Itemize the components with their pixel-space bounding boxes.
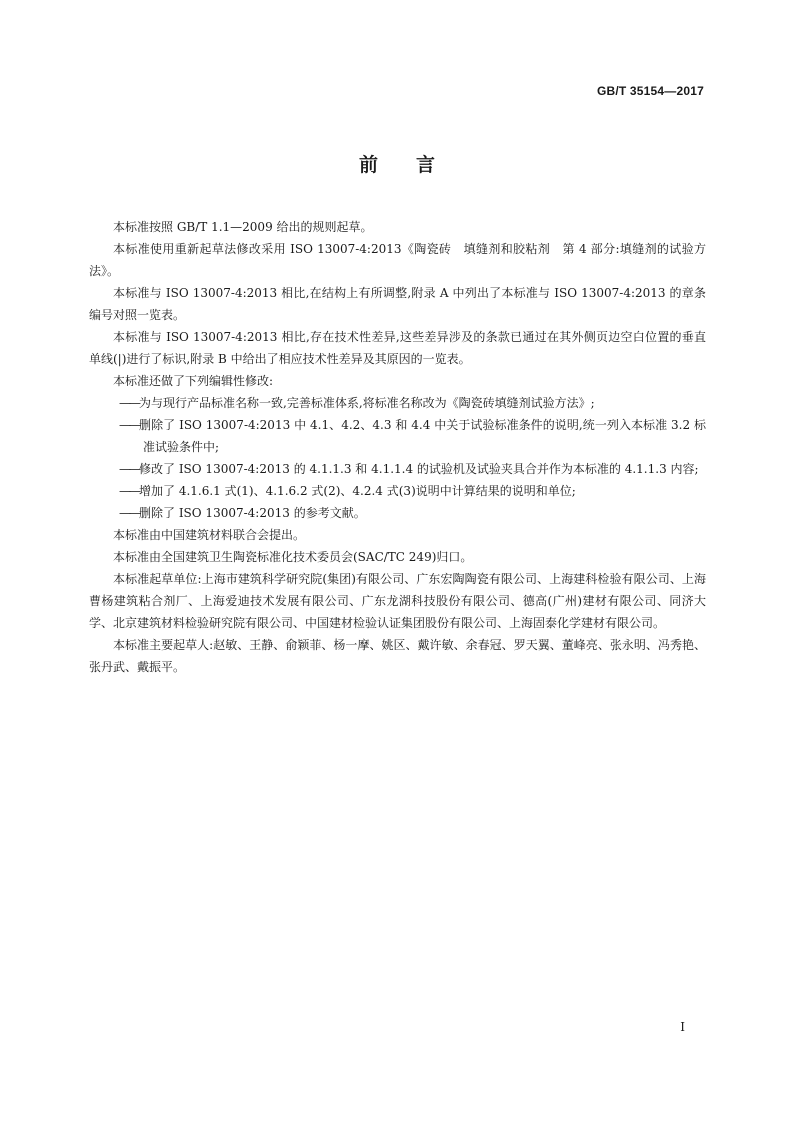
list-item (89, 414, 706, 458)
list-item (89, 480, 706, 502)
dash-marker: —— (119, 462, 139, 476)
page-title: 前言 (358, 154, 473, 176)
list-item-text: 删除了 ISO 13007-4:2013 的参考文献。 (139, 506, 366, 520)
standard-code: GB/T 35154—2017 (596, 84, 704, 98)
paragraph: 本标准与 ISO 13007-4:2013 相比,存在技术性差异,这些差异涉及的条款已通过在其外侧页边空白位置的垂直单线(|)进行了标识,附录 B 中给出了相应技术性差异及其原因的一览表。 (89, 330, 706, 366)
list-item (89, 458, 706, 480)
page-number: I (680, 1020, 685, 1034)
dash-marker: —— (119, 418, 139, 432)
dash-marker: —— (119, 396, 139, 410)
paragraph: 本标准按照 GB/T 1.1—2009 给出的规则起草。 (113, 220, 373, 234)
list-item-text: 为与现行产品标准名称一致,完善标准体系,将标准名称改为《陶瓷砖填缝剂试验方法》; (139, 396, 595, 410)
list-item (89, 502, 706, 524)
list-item-text: 删除了 ISO 13007-4:2013 中 4.1、4.2、4.3 和 4.4 中关于试验标准条件的说明,统一列入本标准 3.2 标准试验条件中; (139, 418, 706, 454)
list-item-text: 修改了 ISO 13007-4:2013 的 4.1.1.3 和 4.1.1.4 的试验机及试验夹具合并作为本标准的 4.1.1.3 内容; (139, 462, 699, 476)
list-item-text: 增加了 4.1.6.1 式(1)、4.1.6.2 式(2)、4.2.4 式(3)说明中计算结果的说明和单位; (139, 484, 576, 498)
drafters: 本标准主要起草人:赵敏、王静、俞颖菲、杨一摩、姚区、戴许敏、余春冠、罗天翼、董峰亮、张永明、冯秀艳、张丹武、戴振平。 (89, 638, 706, 674)
foreword-body (89, 216, 706, 678)
paragraph: 本标准与 ISO 13007-4:2013 相比,在结构上有所调整,附录 A 中列出了本标准与 ISO 13007-4:2013 的章条编号对照一览表。 (89, 286, 706, 322)
paragraph: 本标准由中国建筑材料联合会提出。 (113, 528, 306, 542)
dash-marker: —— (119, 506, 139, 520)
paragraph: 本标准由全国建筑卫生陶瓷标准化技术委员会(SAC/TC 249)归口。 (113, 550, 473, 564)
paragraph: 本标准还做了下列编辑性修改: (113, 374, 274, 388)
drafting-organizations: 本标准起草单位:上海市建筑科学研究院(集团)有限公司、广东宏陶陶瓷有限公司、上海建科检验有限公司、上海曹杨建筑粘合剂厂、上海爱迪技术发展有限公司、广东龙湖科技股份有限公司、德高(广州)建材有限公司、同济大学、北京建筑材料检验研究院有限公司、中国建材检验认证集团股份有限公司、上海固泰化学建材有限公司。 (89, 572, 706, 630)
dash-marker: —— (119, 484, 139, 498)
paragraph: 本标准使用重新起草法修改采用 ISO 13007-4:2013《陶瓷砖 填缝剂和胶粘剂 第 4 部分:填缝剂的试验方法》。 (89, 242, 706, 278)
list-item (89, 392, 706, 414)
